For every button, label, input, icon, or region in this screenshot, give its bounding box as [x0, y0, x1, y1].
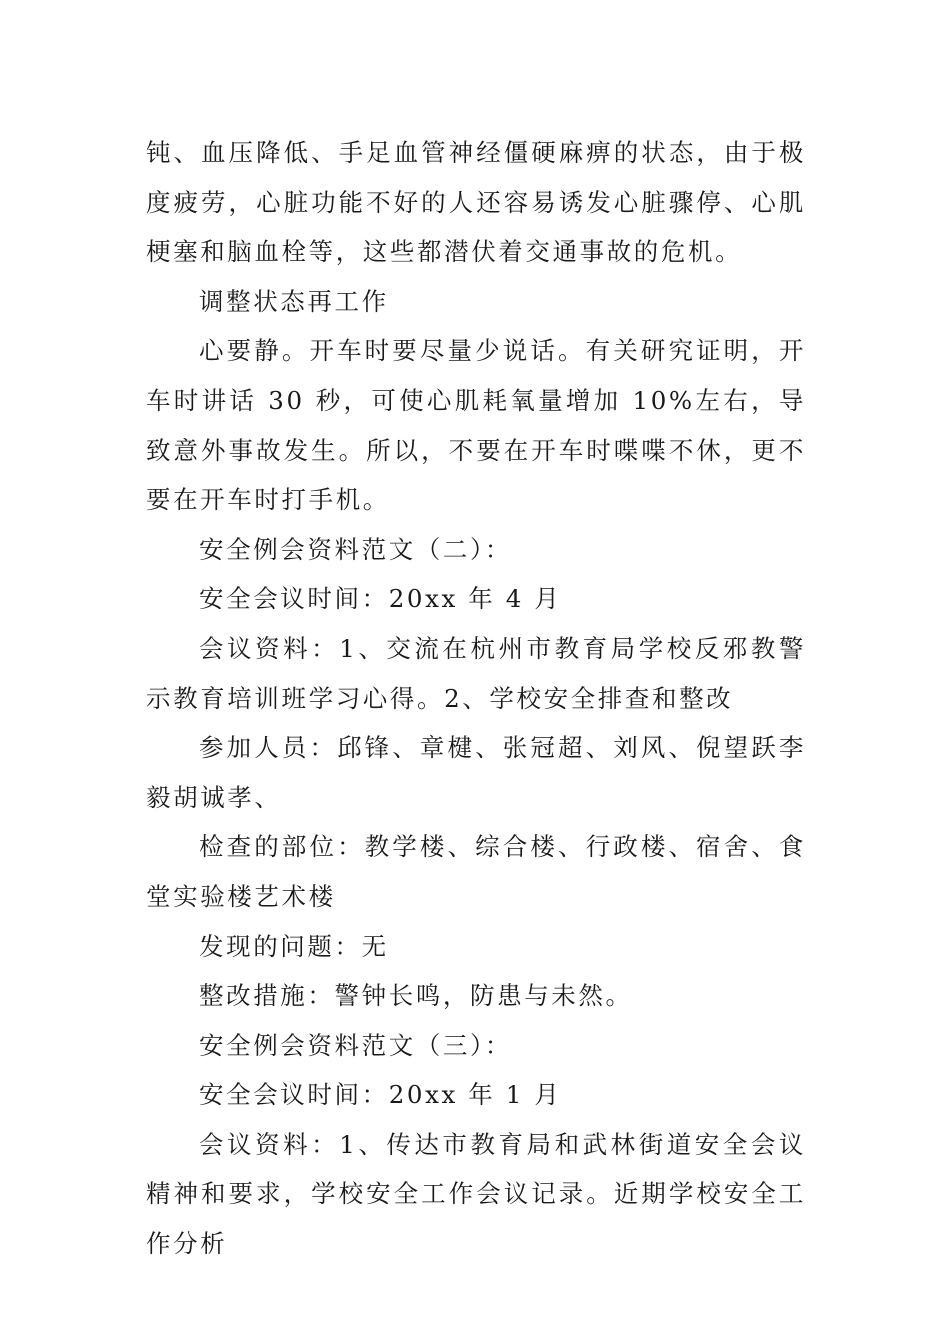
section-heading: 安全例会资料范文（二）：: [199, 534, 512, 564]
corrective-measures: 整改措施：警钟长鸣，防患与未然。: [199, 981, 633, 1011]
document-page: [146, 128, 806, 1269]
inspection-locations: 检查的部位：教学楼、综合楼、行政楼、宿舍、食堂实验楼艺术楼: [146, 832, 806, 911]
section-heading: 调整状态再工作: [199, 286, 389, 316]
meeting-time: 安全会议时间：20xx 年 1 月: [199, 1080, 562, 1110]
meeting-content: 会议资料：1、传达市教育局和武林街道安全会议精神和要求，学校安全工作会议记录。近期学校安全工作分析: [146, 1129, 806, 1259]
participants: 参加人员：邱锋、章楗、张冠超、刘风、倪望跃李毅胡诚孝、: [146, 733, 806, 812]
paragraph: 钝、血压降低、手足血管神经僵硬麻痹的状态，由于极度疲劳，心脏功能不好的人还容易诱发心脏骤停、心肌梗塞和脑血栓等，这些都潜伏着交通事故的危机。: [146, 138, 806, 267]
problems-found: 发现的问题：无: [199, 931, 389, 961]
paragraph: 心要静。开车时要尽量少说话。有关研究证明，开车时讲话 30 秒，可使心肌耗氧量增加 10%左右，导致意外事故发生。所以，不要在开车时喋喋不休，更不要在开车时打手机。: [146, 336, 806, 515]
section-heading: 安全例会资料范文（三）：: [199, 1030, 512, 1060]
meeting-content: 会议资料：1、交流在杭州市教育局学校反邪教警示教育培训班学习心得。2、学校安全排查和整改: [146, 633, 806, 713]
meeting-time: 安全会议时间：20xx 年 4 月: [199, 584, 562, 614]
